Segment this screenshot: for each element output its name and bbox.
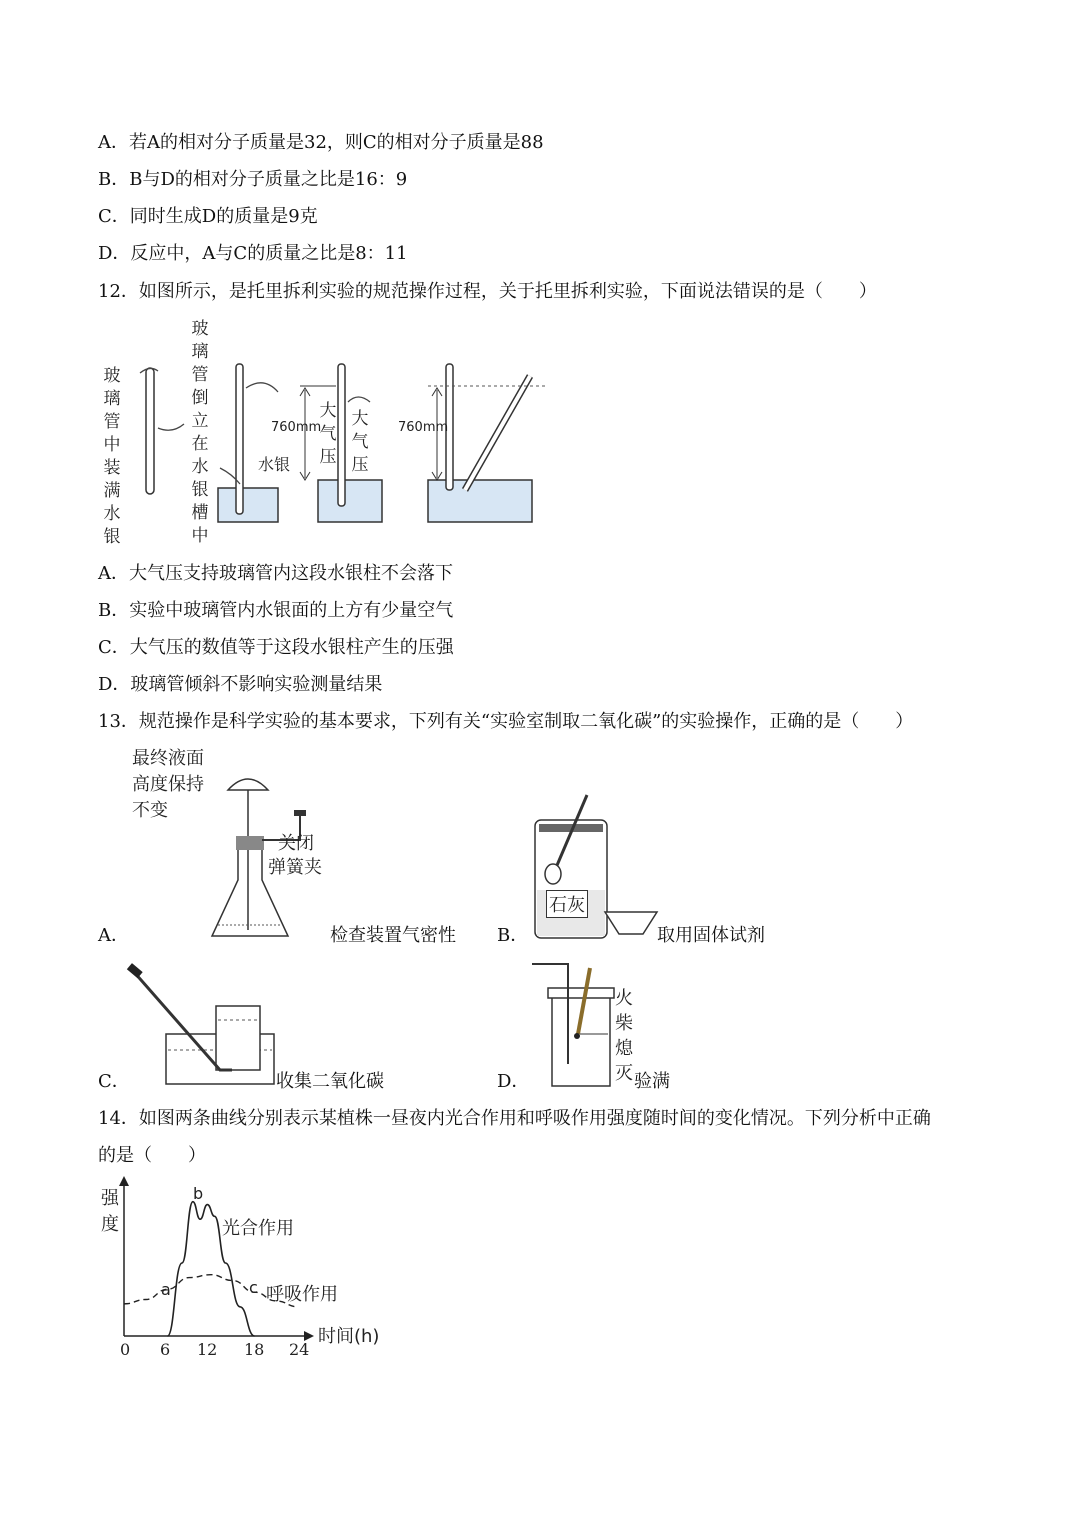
q12-option-a: A．大气压支持玻璃管内这段水银柱不会落下 xyxy=(98,563,453,584)
q12-atm2-label: 大气压 xyxy=(351,409,369,475)
legend-photosynthesis: 光合作用 xyxy=(222,1218,294,1239)
q12-option-b: B．实验中玻璃管内水银面的上方有少量空气 xyxy=(98,600,454,621)
q13-b-jar-label: 石灰 xyxy=(546,890,588,918)
q13-a-clip-line2: 弹簧夹 xyxy=(268,857,322,878)
q11-option-a: A．若A的相对分子质量是32，则C的相对分子质量是88 xyxy=(98,132,544,153)
q13-d-match-label: 火柴熄灭 xyxy=(615,988,633,1084)
q13-c-caption: 收集二氧化碳 xyxy=(276,1071,384,1092)
q11-option-b: B．B与D的相对分子质量之比是16：9 xyxy=(98,169,408,190)
q12-option-d: D．玻璃管倾斜不影响实验测量结果 xyxy=(98,674,383,695)
q13-stem: 13．规范操作是科学实验的基本要求，下列有关“实验室制取二氧化碳”的实验操作，正确的是（ ） xyxy=(98,711,914,732)
q13-c-trough-drawing xyxy=(120,962,280,1092)
q12-step2-label: 玻璃管倒立在水银槽中 xyxy=(191,319,209,546)
q13-a-letter: A． xyxy=(98,925,129,946)
q12-atm1-label: 大气压 xyxy=(319,401,337,467)
q12-height2-label: 760mm xyxy=(398,420,449,435)
chart-xtick-12: 12 xyxy=(197,1340,218,1359)
chart-xtick-24: 24 xyxy=(289,1340,310,1359)
q13-b-bottle-drawing xyxy=(525,790,665,950)
q13-b-caption: 取用固体试剂 xyxy=(657,925,765,946)
q13-b-letter: B． xyxy=(497,925,529,946)
q12-height1-label: 760mm xyxy=(271,420,322,435)
q14-stem-line1: 14．如图两条曲线分别表示某植株一昼夜内光合作用和呼吸作用强度随时间的变化情况。下列分析中正确 xyxy=(98,1108,931,1129)
q11-option-c: C．同时生成D的质量是9克 xyxy=(98,206,318,227)
q13-c-letter: C． xyxy=(98,1071,130,1092)
chart-y-arrow xyxy=(119,1176,129,1186)
chart-ylabel: 强度 xyxy=(101,1188,119,1235)
chart-point-c: c xyxy=(249,1278,258,1297)
legend-respiration: 呼吸作用 xyxy=(266,1284,338,1305)
q12-mercury-label: 水银 xyxy=(258,455,291,474)
q12-option-c: C．大气压的数值等于这段水银柱产生的压强 xyxy=(98,637,454,658)
q11-option-d: D．反应中，A与C的质量之比是8：11 xyxy=(98,243,408,264)
chart-xtick-0: 0 xyxy=(120,1340,131,1359)
q13-d-caption: 验满 xyxy=(634,1071,670,1092)
q13-d-letter: D． xyxy=(497,1071,530,1092)
q14-stem-line2: 的是（ ） xyxy=(98,1145,206,1166)
chart-point-b: b xyxy=(193,1184,204,1203)
q13-a-caption: 检查装置气密性 xyxy=(330,925,456,946)
chart-point-a: a xyxy=(161,1280,171,1299)
chart-xtick-6: 6 xyxy=(160,1340,171,1359)
q12-stem: 12．如图所示，是托里拆利实验的规范操作过程，关于托里拆利实验，下面说法错误的是（ ） xyxy=(98,281,877,302)
q13-a-note-line1: 最终液面 xyxy=(132,748,204,769)
q13-d-bottle-drawing xyxy=(528,958,618,1088)
q12-step1-label: 玻璃管中装满水银 xyxy=(103,366,121,547)
q13-a-note-line2: 高度保持 xyxy=(132,774,204,795)
q13-a-note-line3: 不变 xyxy=(132,800,168,821)
q13-a-clip-line1: 关闭 xyxy=(278,833,314,854)
chart-xlabel: 时间(h) xyxy=(318,1326,380,1347)
chart-xtick-18: 18 xyxy=(244,1340,265,1359)
